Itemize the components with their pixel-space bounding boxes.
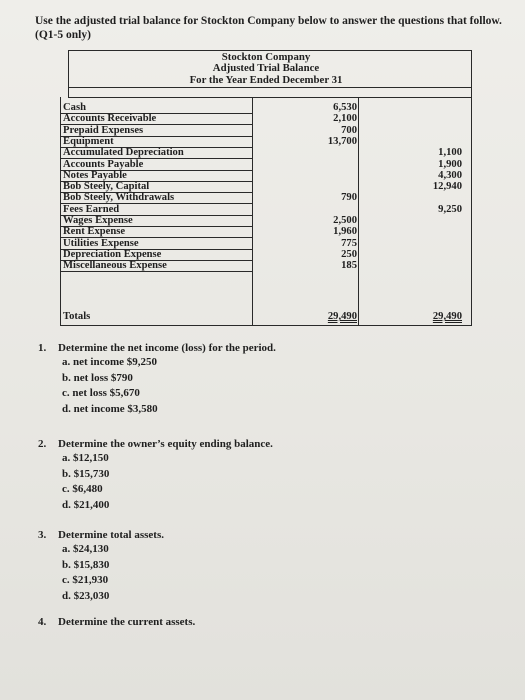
question-2 xyxy=(38,437,273,513)
instructions xyxy=(35,14,502,42)
totals-label: Totals xyxy=(63,311,91,322)
debit-amount: 250 xyxy=(341,248,357,260)
column-divider xyxy=(252,97,253,326)
debit-amount: 13,700 xyxy=(327,135,357,147)
answer-option: d. $23,030 xyxy=(62,589,110,602)
answer-option: d. $21,400 xyxy=(62,498,110,511)
answer-option: a. $24,130 xyxy=(62,543,109,555)
debit-amount: 700 xyxy=(341,124,357,136)
header-rule xyxy=(68,97,472,98)
question-number: 2. xyxy=(38,438,47,450)
debit-amount: 2,100 xyxy=(333,113,357,125)
account-name: Miscellaneous Expense xyxy=(63,260,167,272)
instructions-line-1: Use the adjusted trial balance for Stockton Company below to answer the questions that follow. xyxy=(35,15,502,27)
question-text xyxy=(38,615,195,629)
answer-option: a. net income $9,250 xyxy=(62,356,158,368)
answer-option: d. net income $3,580 xyxy=(62,402,158,415)
question-prompt: Determine the owner’s equity ending balance. xyxy=(58,438,273,450)
trial-balance-table xyxy=(60,50,472,326)
question-number: 3. xyxy=(38,529,47,541)
account-name: Fees Earned xyxy=(63,203,120,215)
question-text xyxy=(38,528,164,542)
table-border xyxy=(60,325,472,326)
header-rule xyxy=(68,87,472,88)
company-name: Stockton Company xyxy=(221,51,311,63)
answer-option: b. net loss $790 xyxy=(62,371,133,384)
answer-option: c. net loss $5,670 xyxy=(62,387,140,399)
debit-amount: 790 xyxy=(341,192,357,204)
account-name: Depreciation Expense xyxy=(63,248,162,260)
account-name: Rent Expense xyxy=(63,226,126,238)
column-divider xyxy=(358,97,359,326)
account-name: Accounts Receivable xyxy=(63,113,157,125)
question-3 xyxy=(38,528,164,604)
debit-amount: 1,960 xyxy=(333,226,357,238)
debit-amount: 775 xyxy=(341,237,357,249)
instructions-line-2: (Q1-5 only) xyxy=(35,29,91,41)
account-name: Notes Payable xyxy=(63,169,127,181)
account-name: Cash xyxy=(63,102,86,113)
account-name: Prepaid Expenses xyxy=(63,124,144,136)
statement-period: For the Year Ended December 31 xyxy=(189,74,343,86)
account-name: Wages Expense xyxy=(63,215,133,226)
table-border xyxy=(471,50,472,326)
table-border xyxy=(60,97,61,326)
debit-amount: 2,500 xyxy=(333,215,357,226)
answer-option: c. $6,480 xyxy=(62,483,103,495)
account-name: Bob Steely, Withdrawals xyxy=(63,192,175,204)
answer-option: c. $21,930 xyxy=(62,574,109,586)
answer-option: a. $12,150 xyxy=(62,452,109,464)
credit-amount: 4,300 xyxy=(438,169,462,181)
question-4 xyxy=(38,615,195,629)
row-rule xyxy=(60,271,252,272)
credit-amount: 12,940 xyxy=(432,181,462,193)
question-prompt: Determine the current assets. xyxy=(58,616,196,628)
question-number: 4. xyxy=(38,616,47,628)
statement-title: Adjusted Trial Balance xyxy=(212,62,320,74)
answer-option: b. $15,730 xyxy=(62,467,110,480)
debit-amount: 185 xyxy=(341,260,357,272)
account-name: Utilities Expense xyxy=(63,237,139,249)
question-number: 1. xyxy=(38,342,47,354)
question-text xyxy=(38,341,276,355)
total-debit: 29,490 xyxy=(327,311,357,322)
account-name: Accumulated Depreciation xyxy=(63,147,184,159)
debit-amount: 6,530 xyxy=(333,102,357,113)
question-prompt: Determine the net income (loss) for the period. xyxy=(58,342,276,354)
answer-option: b. $15,830 xyxy=(62,558,110,571)
account-name: Accounts Payable xyxy=(63,158,144,170)
credit-amount: 1,100 xyxy=(438,147,462,159)
account-name: Bob Steely, Capital xyxy=(63,181,150,193)
question-prompt: Determine total assets. xyxy=(58,529,164,541)
question-1 xyxy=(38,341,276,417)
total-credit: 29,490 xyxy=(432,311,462,322)
credit-amount: 9,250 xyxy=(438,203,462,215)
credit-amount: 1,900 xyxy=(438,158,462,170)
question-text xyxy=(38,437,273,451)
account-name: Equipment xyxy=(63,135,114,147)
